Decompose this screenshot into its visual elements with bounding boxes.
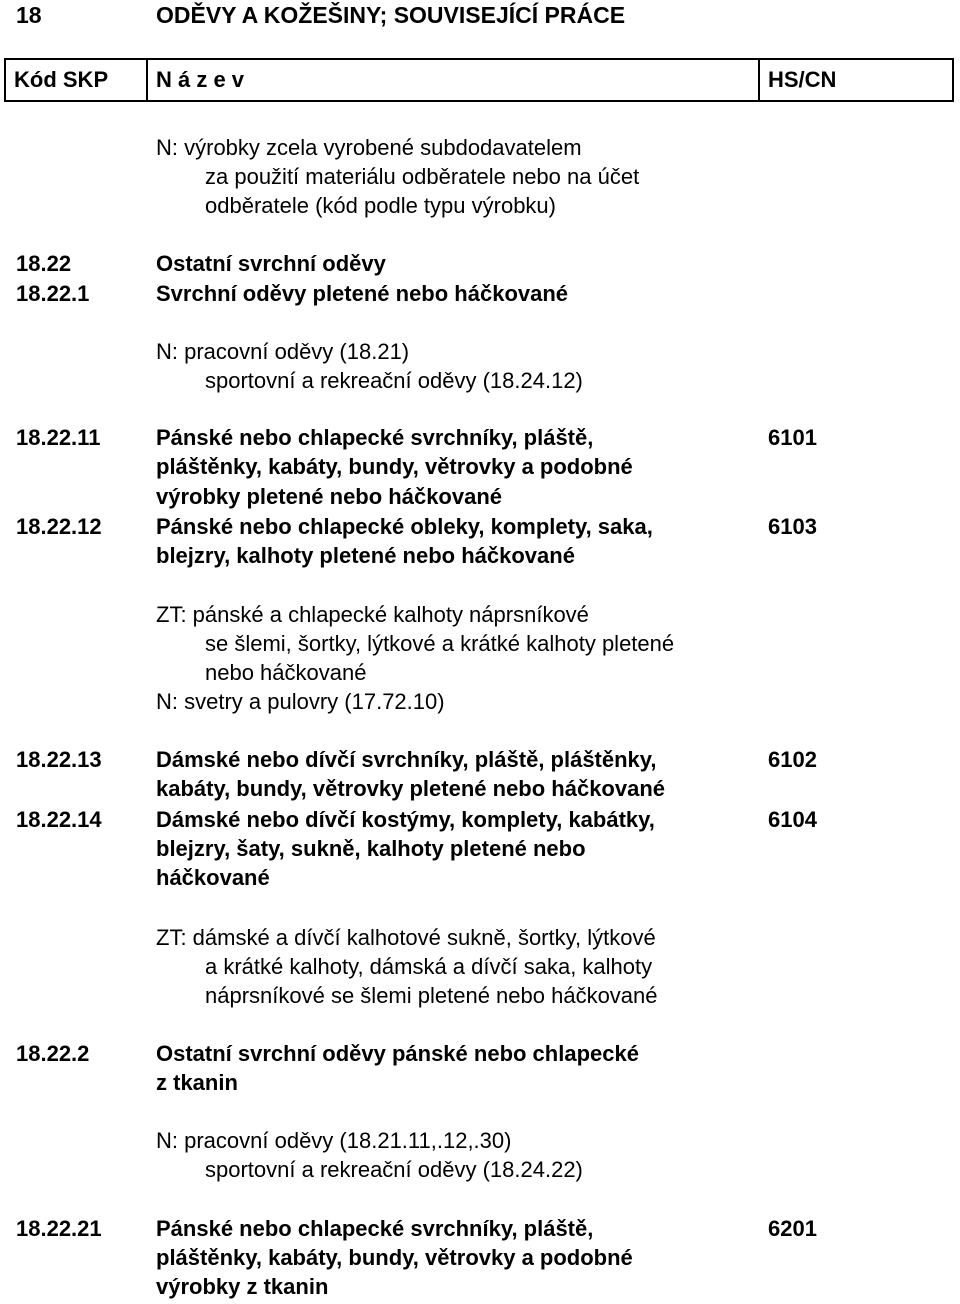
- document-line-hs: 6201: [768, 1216, 817, 1241]
- document-line-code: 18.22: [16, 251, 72, 276]
- document-line-name: pláštěnky, kabáty, bundy, větrovky a podobné: [156, 1245, 633, 1270]
- document-line-name: Pánské nebo chlapecké svrchníky, pláště,: [156, 425, 594, 450]
- document-line-name: ZT: pánské a chlapecké kalhoty náprsníkové: [156, 602, 589, 627]
- document-line-name: ZT: dámské a dívčí kalhotové sukně, šortky, lýtkové: [156, 925, 656, 950]
- document-line-hs: 6102: [768, 747, 817, 772]
- document-line-name: pláštěnky, kabáty, bundy, větrovky a podobné: [156, 454, 633, 479]
- document-line-code: 18.22.2: [16, 1041, 90, 1066]
- document-line-name: Svrchní oděvy pletené nebo háčkované: [156, 281, 569, 306]
- document-line-name: Ostatní svrchní oděvy: [156, 251, 386, 276]
- document-line-note: a krátké kalhoty, dámská a dívčí saka, kalhoty: [205, 954, 653, 979]
- document-line-name: N: výrobky zcela vyrobené subdodavatelem: [156, 135, 582, 160]
- document-line-note: sportovní a rekreační oděvy (18.24.22): [205, 1157, 583, 1182]
- document-line-note: odběratele (kód podle typu výrobku): [205, 193, 556, 218]
- document-line-note: sportovní a rekreační oděvy (18.24.12): [205, 368, 583, 393]
- document-line-note: nebo háčkované: [205, 660, 367, 685]
- document-line-name: Ostatní svrchní oděvy pánské nebo chlapecké: [156, 1041, 639, 1066]
- document-line-code: 18.22.14: [16, 807, 102, 832]
- document-line-note: za použití materiálu odběratele nebo na účet: [205, 164, 640, 189]
- document-line-code: 18.22.13: [16, 747, 102, 772]
- document-line-code: 18.22.12: [16, 514, 102, 539]
- header-hs: HS/CN: [768, 67, 837, 92]
- document-line-name: blejzry, kalhoty pletené nebo háčkované: [156, 543, 575, 568]
- document-line-name: výrobky pletené nebo háčkované: [156, 484, 503, 509]
- document-line-name: Pánské nebo chlapecké obleky, komplety, saka,: [156, 514, 653, 539]
- document-line-code: 18.22.11: [16, 425, 101, 450]
- chapter-number: 18: [16, 2, 42, 28]
- document-line-name: výrobky z tkanin: [156, 1274, 329, 1299]
- header-code: Kód SKP: [6, 60, 148, 100]
- document-line-note: náprsníkové se šlemi pletené nebo háčkované: [205, 983, 658, 1008]
- document-line-note: se šlemi, šortky, lýtkové a krátké kalhoty pletené: [205, 631, 675, 656]
- document-line-name: N: svetry a pulovry (17.72.10): [156, 689, 445, 714]
- chapter-title: ODĚVY A KOŽEŠINY; SOUVISEJÍCÍ PRÁCE: [156, 2, 626, 28]
- table-header: [4, 58, 954, 102]
- page-header: [16, 0, 946, 32]
- document-line-name: Dámské nebo dívčí kostýmy, komplety, kabátky,: [156, 807, 655, 832]
- document-line-hs: 6104: [768, 807, 817, 832]
- document-line-name: blejzry, šaty, sukně, kalhoty pletené nebo: [156, 836, 586, 861]
- header-name: N á z e v: [148, 60, 760, 100]
- document-line-name: Dámské nebo dívčí svrchníky, pláště, pláštěnky,: [156, 747, 657, 772]
- document-line-name: N: pracovní oděvy (18.21): [156, 339, 410, 364]
- document-line-name: háčkované: [156, 865, 270, 890]
- document-line-name: kabáty, bundy, větrovky pletené nebo háčkované: [156, 776, 666, 801]
- document-line-hs: 6101: [768, 425, 817, 450]
- document-line-name: N: pracovní oděvy (18.21.11,.12,.30): [156, 1128, 512, 1153]
- document-line-hs: 6103: [768, 514, 817, 539]
- document-line-code: 18.22.1: [16, 281, 90, 306]
- document-line-name: z tkanin: [156, 1070, 238, 1095]
- document-line-name: Pánské nebo chlapecké svrchníky, pláště,: [156, 1216, 594, 1241]
- document-line-code: 18.22.21: [16, 1216, 102, 1241]
